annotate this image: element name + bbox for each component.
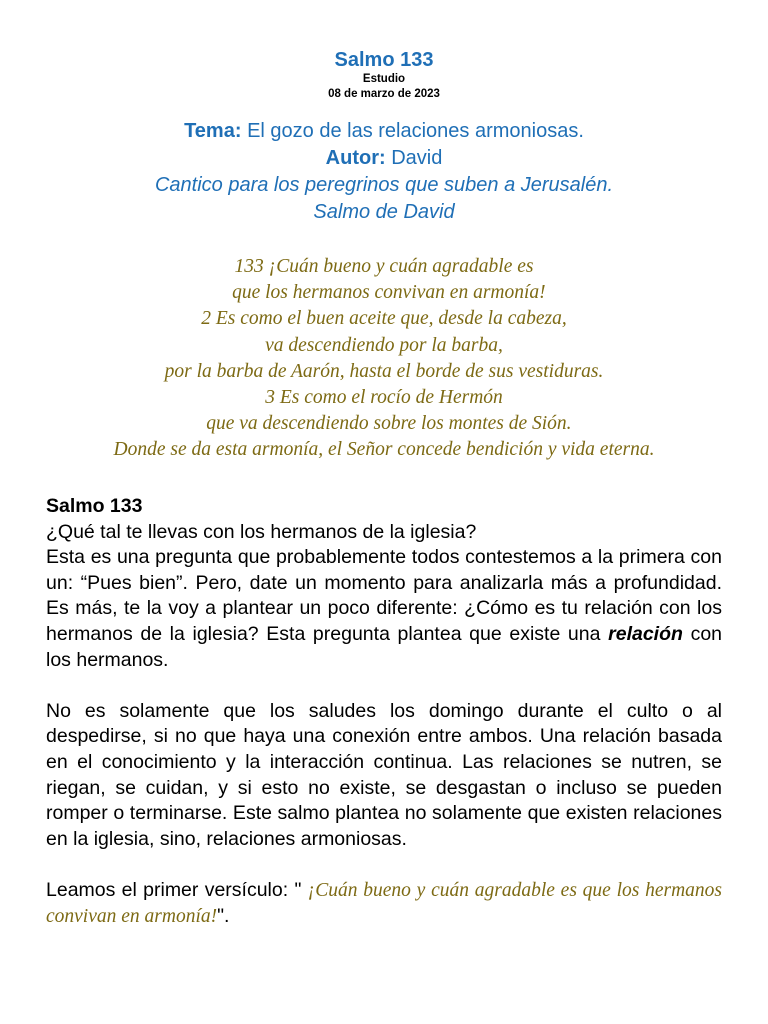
verse-line: 2 Es como el buen aceite que, desde la cabeza,: [201, 308, 567, 330]
emphasis-relacion: relación: [608, 622, 683, 645]
tema-label: Tema:: [184, 120, 242, 142]
verse-line: Donde se da esta armonía, el Señor concede bendición y vida eterna.: [113, 439, 655, 461]
verse-line: que los hermanos convivan en armonía!: [222, 282, 546, 304]
verse-line: 133 ¡Cuán bueno y cuán agradable es: [234, 256, 534, 277]
verse-line: que va descendiendo sobre los montes de Sión.: [196, 413, 572, 435]
paragraph-gap: [46, 673, 722, 699]
verse-quote: ¡Cuán bueno y cuán agradable es que los hermanos convivan en armonía!: [46, 879, 723, 927]
autor-value: David: [391, 147, 443, 169]
body-heading: Salmo 133: [46, 495, 143, 517]
autor-label: Autor:: [325, 147, 386, 169]
psalm-verse-block: [0, 254, 768, 464]
body-paragraph-2: No es solamente que los saludes los domingo durante el culto o al despedirse, si no que haya una conexión entre ambos. Una relación basada en el conocimiento y la interacción continua. Las relaciones se nutren, se riegan, se cuidan, y si esto no existe, se desgastan o incluso se pueden romper o terminarse. Este salmo plantea no solamente que existen relaciones en la iglesia, sino, relaciones armoniosas.: [46, 699, 722, 850]
document-header: [0, 48, 768, 102]
inscription-line-1: Cantico para los peregrinos que suben a Jerusalén.: [154, 174, 614, 196]
autor-line: [0, 145, 768, 172]
document-date: 08 de marzo de 2023: [328, 88, 440, 100]
tema-value: El gozo de las relaciones armoniosas.: [247, 120, 584, 142]
document-title: Salmo 133: [334, 49, 434, 71]
inscription-line-2: Salmo de David: [313, 201, 455, 223]
body-paragraph-1: Esta es una pregunta que probablemente todos contestemos a la primera con un: “Pues bien”. Pero, date un momento para analizarla más a profundidad. Es más, te la voy a plantear un poco diferente: ¿Cómo es tu relación con los hermanos de la iglesia? Esta pregunta plantea que existe una relación con los hermanos.: [46, 546, 723, 671]
tema-line: [0, 118, 768, 145]
verse-line: 3 Es como el rocío de Hermón: [265, 387, 503, 409]
study-body: [46, 494, 722, 929]
verse-line: por la barba de Aarón, hasta el borde de sus vestiduras.: [164, 360, 604, 382]
document-subtitle: Estudio: [362, 73, 406, 85]
study-meta: [0, 118, 768, 226]
verse-line: va descendiendo por la barba,: [265, 334, 503, 356]
body-paragraph-3: Leamos el primer versículo: " ¡Cuán bueno y cuán agradable es que los hermanos convivan en armonía!".: [46, 878, 723, 927]
paragraph-gap: [46, 852, 722, 878]
body-question: ¿Qué tal te llevas con los hermanos de la iglesia?: [46, 520, 477, 543]
